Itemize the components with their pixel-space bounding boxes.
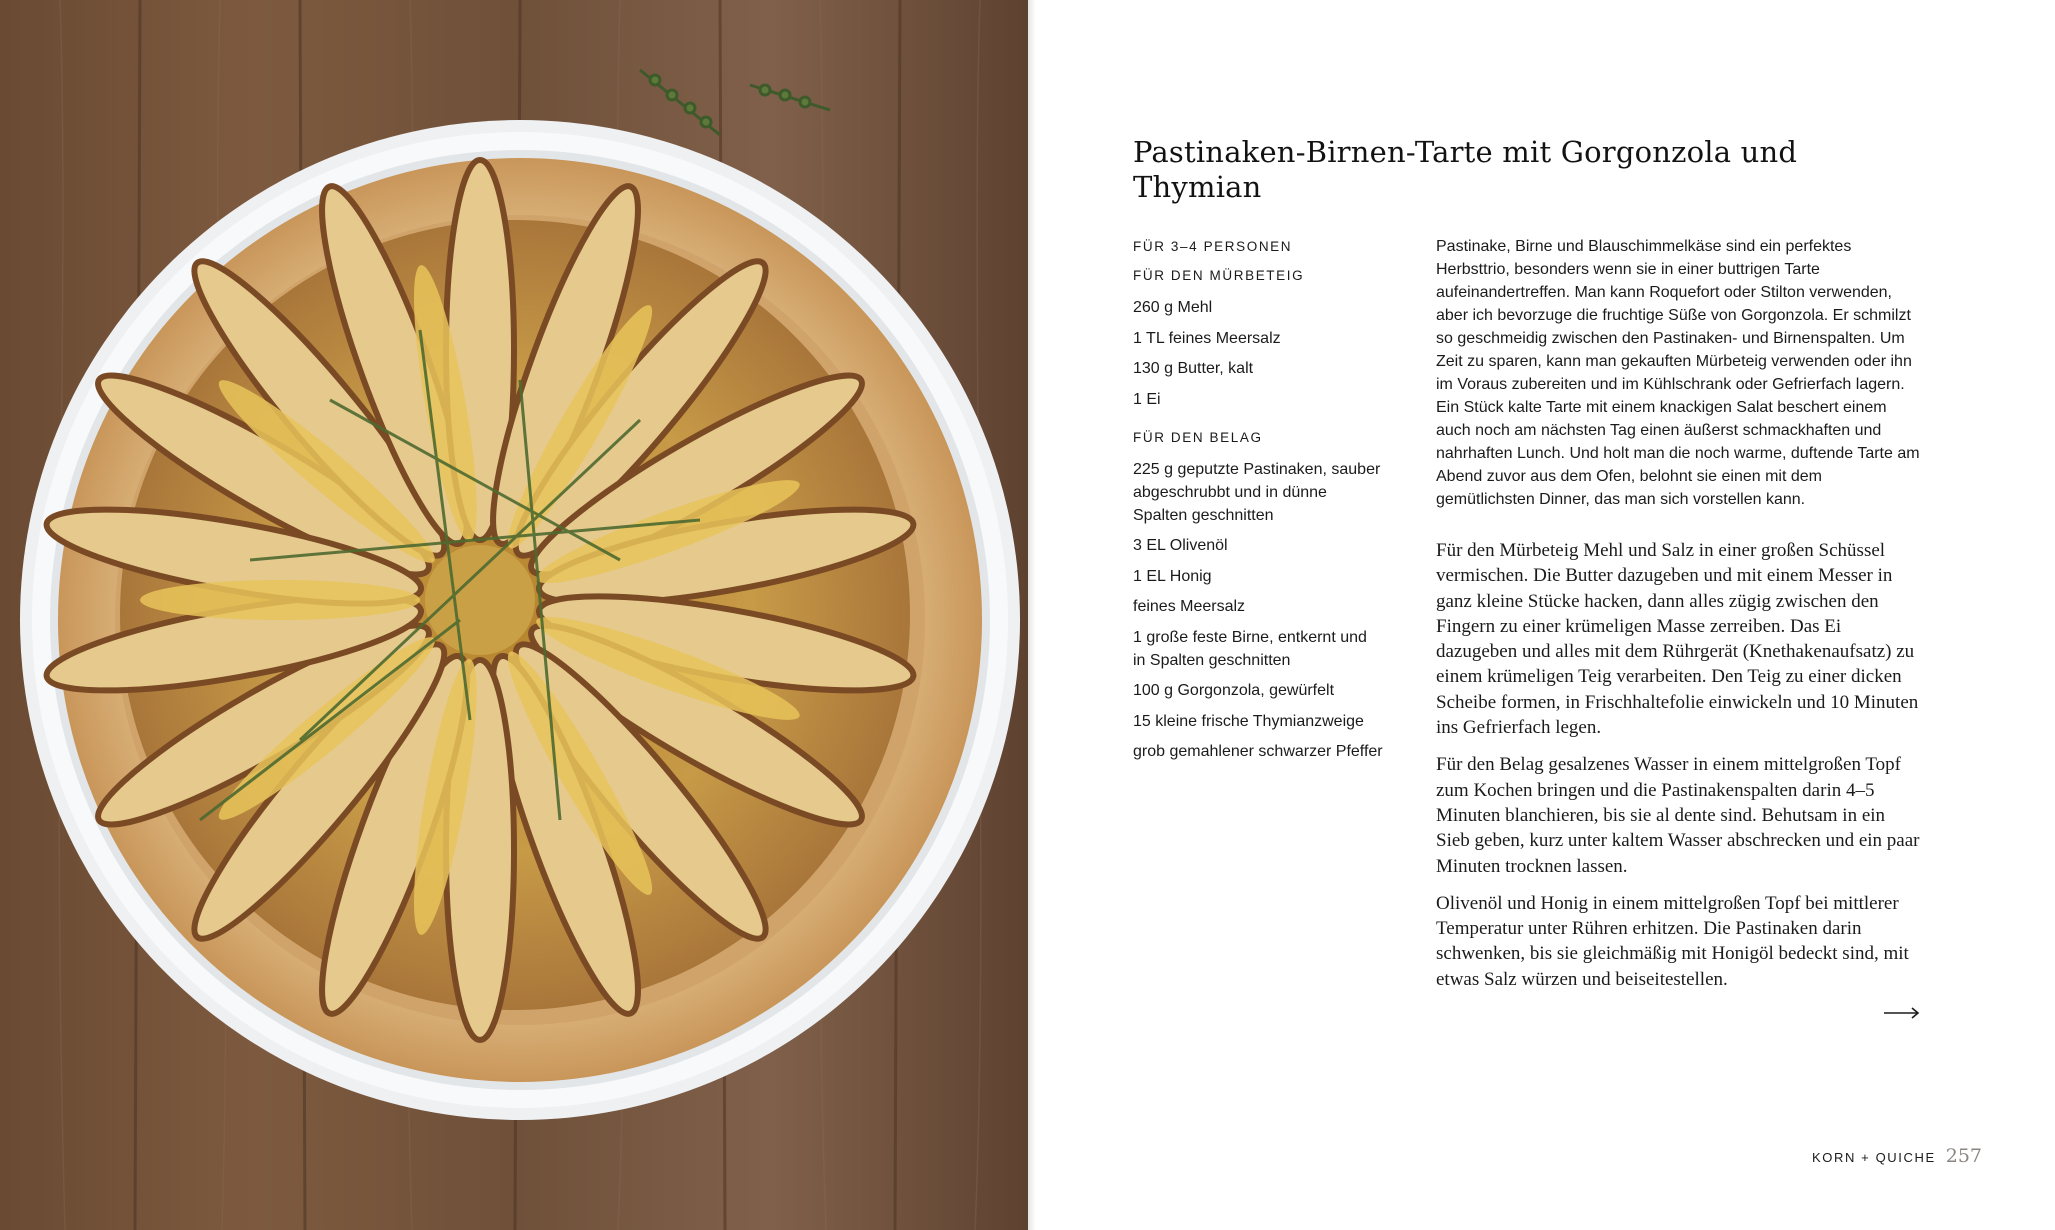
- recipe-title: Pastinaken-Birnen-Tarte mit Gorgonzola und Thymian: [1133, 135, 1798, 204]
- method-step: Für den Mürbeteig Mehl und Salz in einer großen Schüssel vermischen. Die Butter dazugeben und mit einem Messer in ganz kleine Stücke hacken, dann alles zügig zwischen den Fingern zu einer krümeligen Masse zerreiben. Das Ei dazugeben und alles mit dem Rührgerät (Knethakenaufsatz) zu einem krümeligen Teig verarbeiten. Den Teig zu einer dicken Scheibe formen, in Frischhaltefolie einwickeln und 10 Minuten ins Gefrierfach legen.: [1436, 540, 1919, 739]
- ingredient-item: 1 große feste Birne, entkernt und in Spalten geschnitten: [1133, 628, 1367, 669]
- ingredient-item: 15 kleine frische Thymianzweige: [1133, 712, 1364, 730]
- ingredient-item: 225 g geputzte Pastinaken, sauber abgeschrubbt und in dünne Spalten geschnitten: [1133, 460, 1381, 524]
- arrow-right-icon: [1884, 1006, 1920, 1020]
- method-steps: [1436, 538, 1920, 1004]
- page-footer: [1812, 1145, 1982, 1167]
- page-gutter: [1028, 0, 1036, 1230]
- recipe-intro: Pastinake, Birne und Blauschimmelkäse sind ein perfektes Herbsttrio, besonders wenn sie in einer buttrigen Tarte aufeinandertreffen. Man kann Roquefort oder Stilton verwenden, aber ich bevorzuge die fruchtige Süße von Gorgonzola. Er schmilzt so geschmeidig zwischen den Pastinaken- und Birnenspalten. Um Zeit zu sparen, kann man gekauften Mürbeteig verwenden oder ihn im Voraus zubereiten und im Kühlschrank oder Gefrierfach lagern. Ein Stück kalte Tarte mit einem knackigen Salat beschert einem auch noch am nächsten Tag einen äußerst schmackhaften und nahrhaften Lunch. Und holt man die noch warme, duftende Tarte am Abend zuvor aus dem Ofen, belohnt sie einen mit dem gemütlichsten Dinner, das man sich vorstellen kann.: [1436, 238, 1920, 508]
- method-step: Für den Belag gesalzenes Wasser in einem mittelgroßen Topf zum Kochen bringen und die Pastinakenspalten darin 4–5 Minuten blanchieren, bis sie al dente sind. Behutsam in ein Sieb geben, kurz unter kaltem Wasser abschrecken und ein paar Minuten trocknen lassen.: [1436, 754, 1920, 877]
- ingredient-item: 260 g Mehl: [1133, 299, 1213, 316]
- ingredient-item: 1 EL Honig: [1133, 567, 1212, 585]
- ingredient-item: 1 Ei: [1133, 390, 1161, 408]
- section-name: KORN + QUICHE: [1812, 1150, 1936, 1165]
- method-step: Olivenöl und Honig in einem mittelgroßen Topf bei mittlerer Temperatur unter Rühren erhitzen. Die Pastinaken darin schwenken, bis sie gleichmäßig mit Honigöl bedeckt sind, mit etwas Salz würzen und beiseitestellen.: [1436, 892, 1909, 990]
- page-number: 257: [1945, 1145, 1982, 1167]
- dough-heading: FÜR DEN MÜRBETEIG: [1133, 268, 1305, 283]
- ingredient-item: 100 g Gorgonzola, gewürfelt: [1133, 682, 1335, 699]
- ingredient-item: 1 TL feines Meersalz: [1133, 329, 1281, 347]
- servings-label: FÜR 3–4 PERSONEN: [1133, 239, 1293, 254]
- ingredient-item: grob gemahlener schwarzer Pfeffer: [1133, 743, 1383, 760]
- ingredient-item: 130 g Butter, kalt: [1133, 360, 1254, 377]
- ingredient-item: feines Meersalz: [1133, 598, 1246, 615]
- ingredient-item: 3 EL Olivenöl: [1133, 537, 1228, 554]
- ingredients-column: [1133, 238, 1383, 771]
- topping-heading: FÜR DEN BELAG: [1133, 429, 1263, 445]
